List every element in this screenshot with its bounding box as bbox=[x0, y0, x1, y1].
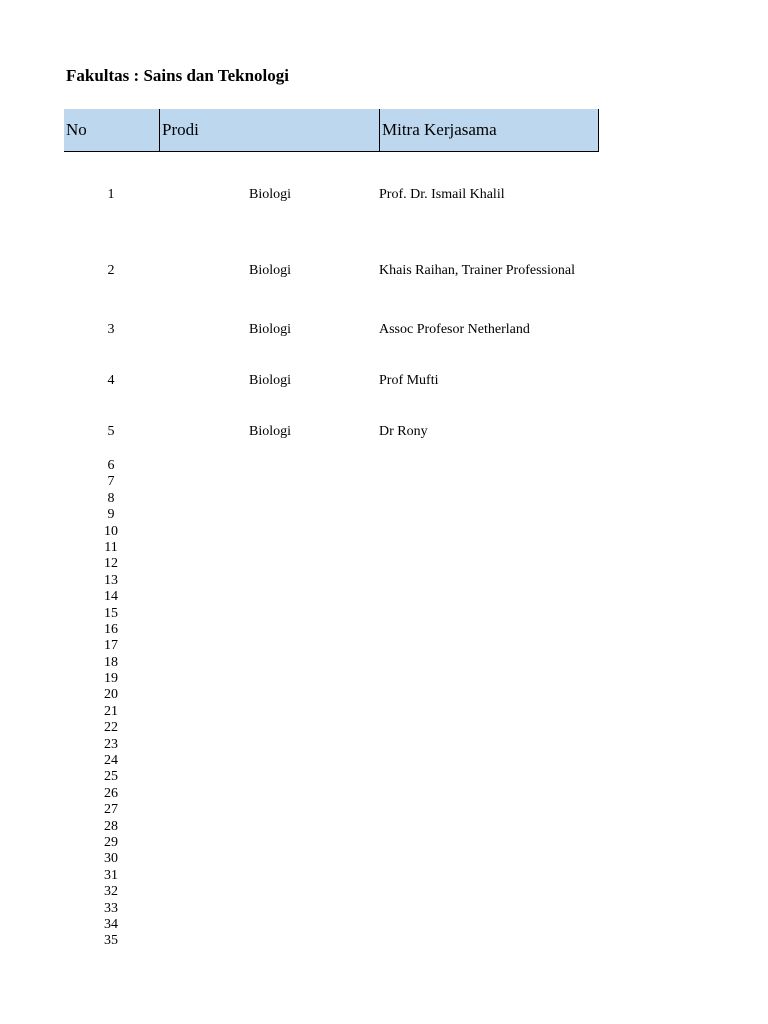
cell-prodi: Biologi bbox=[248, 263, 291, 278]
row-number: 29 bbox=[104, 834, 118, 850]
table-row bbox=[64, 185, 598, 205]
row-number: 24 bbox=[104, 753, 118, 769]
cell-no: 4 bbox=[107, 373, 115, 388]
row-number: 12 bbox=[104, 556, 118, 572]
row-number: 11 bbox=[104, 539, 118, 555]
row-number: 26 bbox=[104, 785, 118, 801]
cell-mitra: Prof Mufti bbox=[379, 373, 439, 388]
row-number: 21 bbox=[104, 703, 118, 719]
row-number: 17 bbox=[104, 638, 118, 654]
row-number: 32 bbox=[104, 884, 118, 900]
header-cell-mitra: Mitra Kerjasama bbox=[380, 109, 599, 152]
row-number: 28 bbox=[104, 818, 118, 834]
row-number: 13 bbox=[104, 572, 118, 588]
cell-mitra: Prof. Dr. Ismail Khalil bbox=[379, 187, 505, 202]
row-number: 6 bbox=[107, 458, 115, 473]
table-header-row bbox=[64, 109, 598, 153]
cell-prodi: Biologi bbox=[248, 187, 291, 202]
row-number: 27 bbox=[104, 802, 118, 818]
cell-mitra: Assoc Profesor Netherland bbox=[379, 322, 530, 337]
cell-mitra: Khais Raihan, Trainer Professional bbox=[379, 263, 575, 278]
row-number: 9 bbox=[107, 507, 115, 523]
row-number: 23 bbox=[104, 736, 118, 752]
page-title: Fakultas : Sains dan Teknologi bbox=[66, 66, 289, 85]
cell-no: 1 bbox=[107, 187, 115, 202]
row-number: 18 bbox=[104, 654, 118, 670]
cell-prodi: Biologi bbox=[248, 322, 291, 337]
row-number: 33 bbox=[104, 900, 118, 916]
header-cell-prodi: Prodi bbox=[160, 109, 380, 152]
row-number: 10 bbox=[104, 523, 118, 539]
table-row bbox=[64, 371, 598, 391]
empty-row-numbers bbox=[64, 458, 158, 950]
row-number: 8 bbox=[107, 490, 115, 506]
row-number: 22 bbox=[104, 720, 118, 736]
row-number: 30 bbox=[104, 851, 118, 867]
row-number: 14 bbox=[104, 589, 118, 605]
cell-no: 5 bbox=[107, 424, 115, 439]
row-number: 19 bbox=[104, 671, 118, 687]
row-number: 16 bbox=[104, 621, 118, 637]
cell-prodi: Biologi bbox=[248, 373, 291, 388]
table-row bbox=[64, 422, 598, 442]
row-number: 35 bbox=[104, 933, 118, 949]
cell-no: 2 bbox=[107, 263, 115, 278]
table-row bbox=[64, 261, 598, 281]
row-number: 25 bbox=[104, 769, 118, 785]
header-cell-no: No bbox=[64, 109, 160, 152]
row-number: 15 bbox=[104, 605, 118, 621]
cell-mitra: Dr Rony bbox=[379, 424, 428, 439]
row-number: 34 bbox=[104, 916, 118, 932]
row-number: 20 bbox=[104, 687, 118, 703]
row-number: 7 bbox=[107, 474, 115, 490]
cell-no: 3 bbox=[107, 322, 115, 337]
cell-prodi: Biologi bbox=[248, 424, 291, 439]
table-row bbox=[64, 320, 598, 340]
row-number: 31 bbox=[104, 867, 118, 883]
